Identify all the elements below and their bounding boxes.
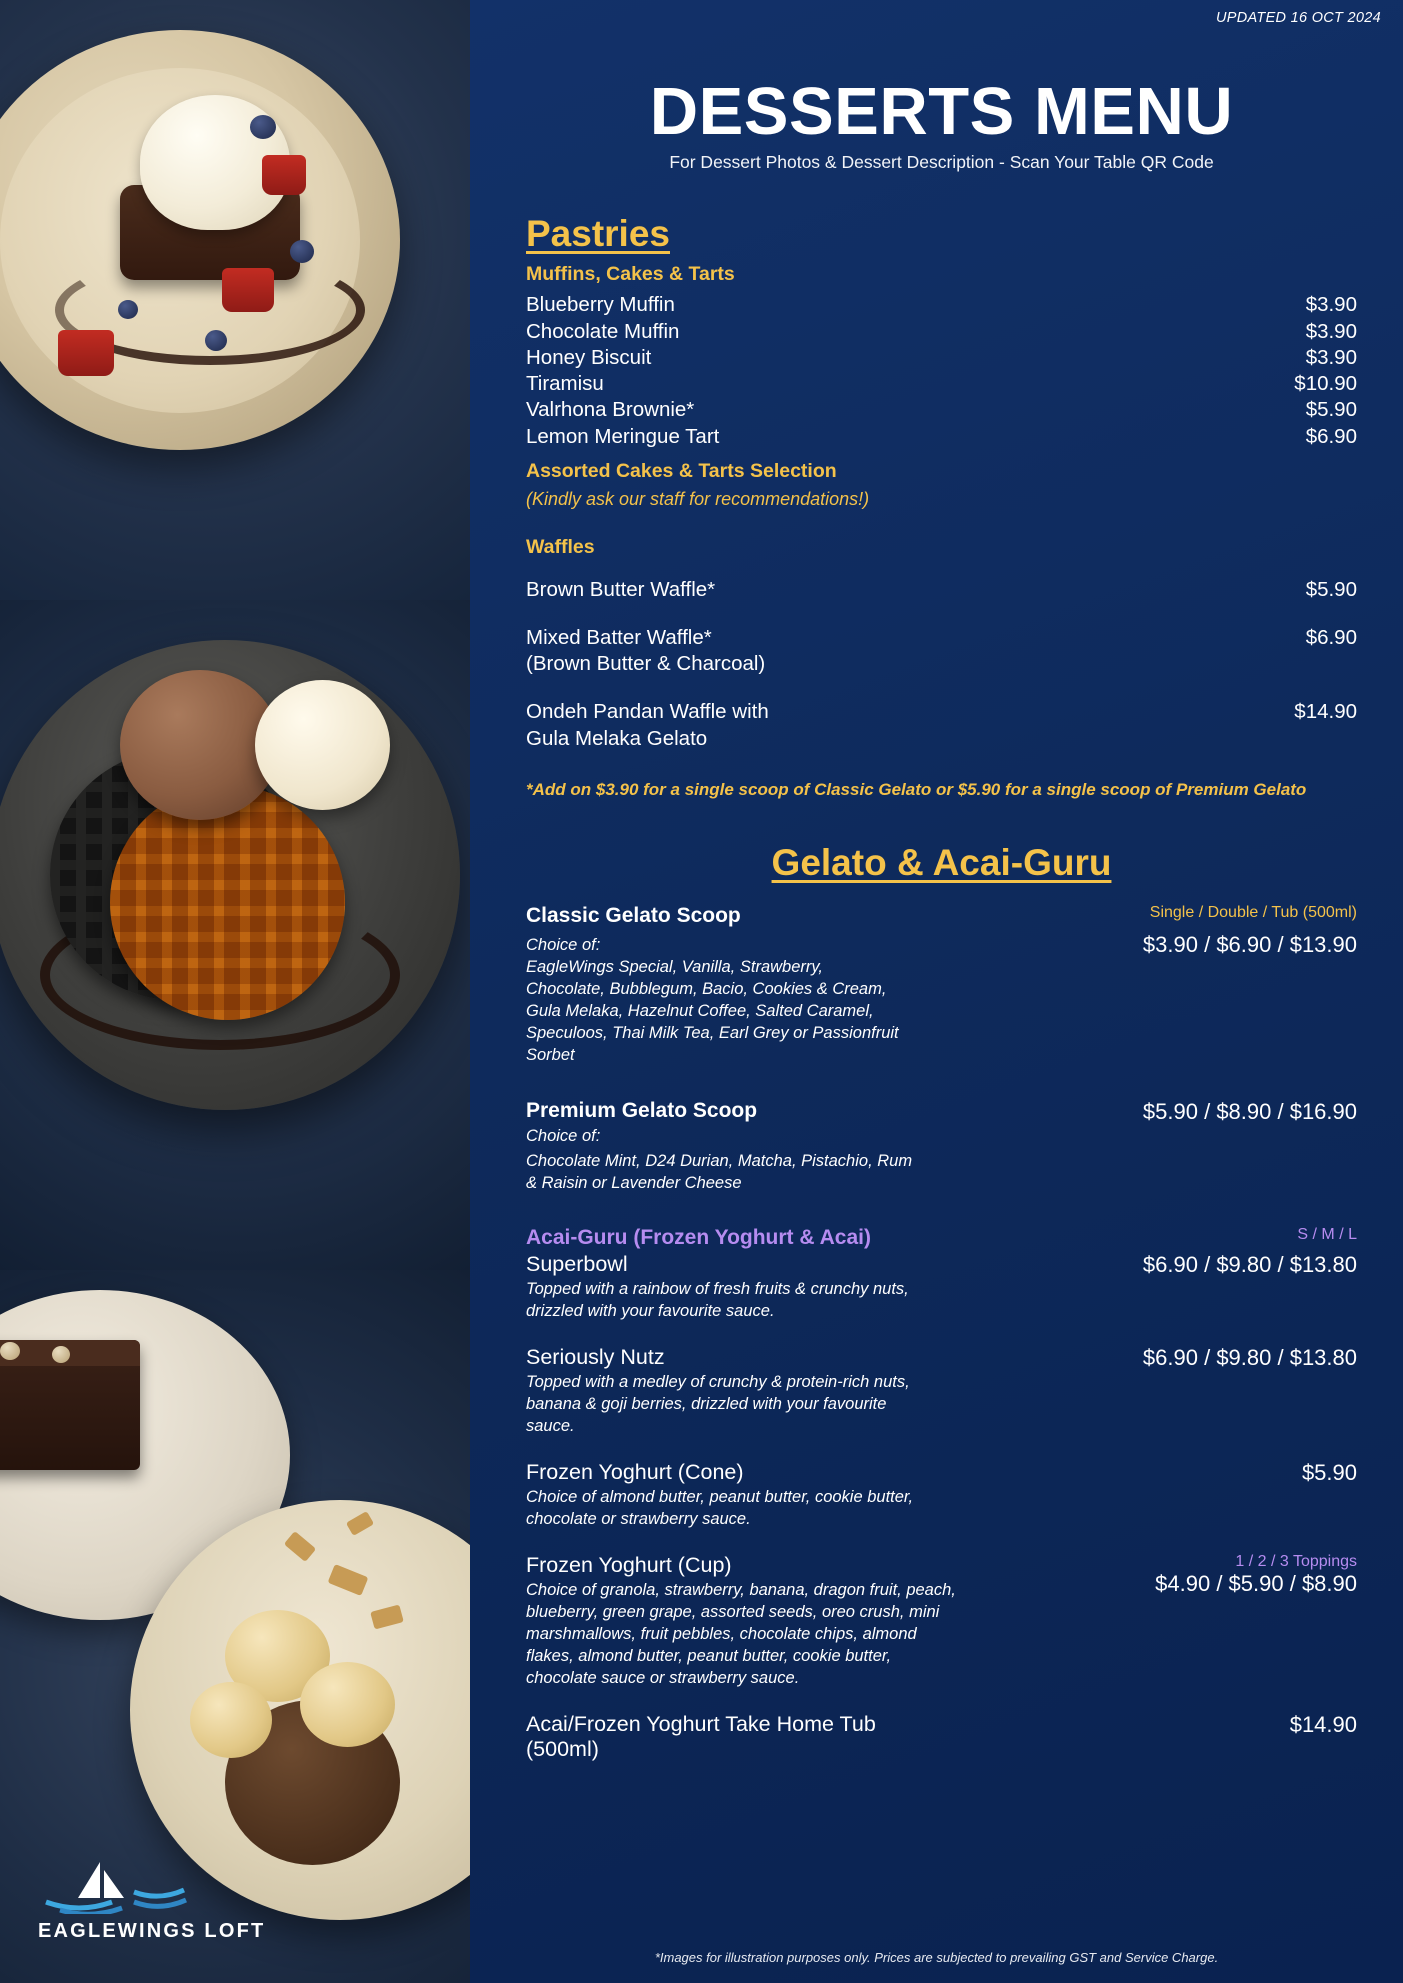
assorted-selection-note: (Kindly ask our staff for recommendations!) (526, 488, 870, 509)
food-photo-column (0, 0, 470, 1983)
menu-item-row (526, 319, 1357, 345)
item-name: Chocolate Muffin (526, 319, 680, 343)
size-labels: S / M / L (1297, 1226, 1357, 1244)
item-price: $14.90 (1289, 1711, 1357, 1737)
blueberry-icon (250, 115, 276, 139)
item-price: $5.90 / $8.90 / $16.90 (1142, 1098, 1357, 1124)
strawberry-icon (58, 330, 114, 376)
item-name: Honey Biscuit (526, 345, 652, 369)
strawberry-icon (262, 155, 306, 195)
item-name: Premium Gelato Scoop (526, 1098, 758, 1122)
item-price: $3.90 (1305, 293, 1357, 317)
choice-text: Chocolate Mint, D24 Durian, Matcha, Pistachio, Rum & Raisin or Lavender Cheese (526, 1151, 913, 1192)
item-name: Classic Gelato Scoop (526, 904, 741, 928)
item-name: Superbowl (526, 1252, 628, 1277)
section-title-gelato-acai: Gelato & Acai-Guru (771, 842, 1112, 884)
size-labels: 1 / 2 / 3 Toppings (1235, 1553, 1357, 1571)
vanilla-gelato-scoop (255, 680, 390, 810)
cake-top-layer (0, 1340, 140, 1366)
item-name: Tiramisu (526, 372, 604, 396)
item-name-second-line: (500ml) (526, 1736, 599, 1761)
menu-item-row (526, 577, 1357, 603)
item-price: $5.90 (1301, 1460, 1357, 1486)
classic-gelato-block (526, 904, 1357, 928)
menu-item-row (526, 1252, 1357, 1323)
menu-item-row (526, 699, 1357, 725)
menu-item-row (526, 397, 1357, 423)
item-description: Topped with a rainbow of fresh fruits & crunchy nuts, drizzled with your favourite sauce. (526, 1280, 909, 1321)
item-name: Frozen Yoghurt (Cone) (526, 1460, 744, 1485)
subhead-muffins-cakes-tarts: Muffins, Cakes & Tarts (526, 263, 735, 286)
item-name: Ondeh Pandan Waffle with (526, 700, 769, 724)
acai-guru-header (526, 1226, 1357, 1250)
brand-name: EAGLEWINGS LOFT (38, 1920, 266, 1942)
item-description: Choice of almond butter, peanut butter, cookie butter, chocolate or strawberry sauce. (526, 1488, 914, 1529)
item-price: $6.90 / $9.80 / $13.80 (1142, 1345, 1357, 1371)
menu-item-row (526, 371, 1357, 397)
item-price: $3.90 (1305, 319, 1357, 343)
menu-item-row (526, 1345, 1357, 1438)
menu-item-row (526, 292, 1357, 318)
section-title-pastries: Pastries (526, 213, 670, 255)
brown-butter-waffle (110, 785, 345, 1020)
item-name: Blueberry Muffin (526, 293, 675, 317)
item-description: Choice of granola, strawberry, banana, dragon fruit, peach, blueberry, green grape, assorted seeds, oreo crush, mini marshmallows, fruit pebbles, chocolate chips, almond flakes, almond butter, peanut butter, cookie butter, chocolate sauce or strawberry sauce. (526, 1581, 956, 1687)
nut-icon (0, 1342, 20, 1360)
subhead-waffles: Waffles (526, 535, 595, 558)
item-price: $6.90 (1305, 424, 1357, 448)
item-price: $5.90 (1305, 577, 1357, 601)
blueberry-icon (118, 300, 138, 319)
item-price: $3.90 (1305, 345, 1357, 369)
blueberry-icon (205, 330, 227, 351)
menu-item-row (526, 625, 1357, 651)
item-name: Valrhona Brownie* (526, 398, 695, 422)
photo-waffle-gelato (0, 600, 470, 1270)
item-name: Mixed Batter Waffle* (526, 625, 712, 649)
choice-text: EagleWings Special, Vanilla, Strawberry, Chocolate, Bubblegum, Bacio, Cookies & Cream, Gula Melaka, Hazelnut Coffee, Salted Caramel, Speculoos, Thai Milk Tea, Earl Grey or Passionfruit Sorbet (526, 957, 899, 1064)
premium-gelato-block (526, 1099, 1357, 1195)
page-subtitle: For Dessert Photos & Dessert Description - Scan Your Table QR Code (669, 152, 1214, 173)
item-subline (526, 726, 1357, 752)
page-title: DESSERTS MENU (649, 74, 1234, 149)
item-name-second-line: (Brown Butter & Charcoal) (526, 652, 766, 676)
item-description: Topped with a medley of crunchy & protein-rich nuts, banana & goji berries, drizzled with your favourite sauce. (526, 1373, 910, 1436)
footnote: *Images for illustration purposes only. Prices are subjected to prevailing GST and Service Charge. (654, 1950, 1219, 1965)
item-price: $5.90 (1305, 398, 1357, 422)
item-price: $14.90 (1294, 700, 1357, 724)
choice-label: Choice of: (526, 1126, 601, 1145)
menu-item-row (526, 1460, 1357, 1531)
item-name: Seriously Nutz (526, 1345, 665, 1370)
item-name: Brown Butter Waffle* (526, 577, 716, 601)
acai-heading: Acai-Guru (Frozen Yoghurt & Acai) (526, 1226, 871, 1250)
item-price: $6.90 / $9.80 / $13.80 (1142, 1252, 1357, 1278)
gelato-addon-note: *Add on $3.90 for a single scoop of Classic Gelato or $5.90 for a single scoop of Premium Gelato (526, 779, 1307, 799)
item-subline (526, 651, 1357, 677)
strawberry-icon (222, 268, 274, 312)
blueberry-icon (290, 240, 314, 263)
item-name: Acai/Frozen Yoghurt Take Home Tub (526, 1711, 876, 1736)
item-price: $10.90 (1294, 372, 1357, 396)
updated-date: UPDATED 16 OCT 2024 (1216, 10, 1381, 26)
photo-brownie-icecream (0, 0, 470, 600)
menu-content-column (470, 0, 1403, 1983)
brand-logo (38, 1858, 265, 1943)
banana-slice (300, 1662, 395, 1747)
item-price: $3.90 / $6.90 / $13.90 (1142, 932, 1357, 958)
banana-slice (190, 1682, 272, 1758)
size-labels: Single / Double / Tub (500ml) (1149, 904, 1357, 922)
chocolate-cake-slice (0, 1340, 140, 1470)
menu-item-row (526, 1553, 1357, 1690)
menu-item-row (526, 424, 1357, 450)
menu-item-row (526, 1712, 1357, 1762)
nut-icon (52, 1346, 70, 1363)
choice-label: Choice of: (526, 936, 601, 955)
assorted-selection-title: Assorted Cakes & Tarts Selection (526, 459, 837, 482)
item-name: Lemon Meringue Tart (526, 424, 720, 448)
item-price: $4.90 / $5.90 / $8.90 (1155, 1571, 1357, 1597)
item-name: Frozen Yoghurt (Cup) (526, 1553, 732, 1578)
item-price: $6.90 (1305, 625, 1357, 649)
item-name-second-line: Gula Melaka Gelato (526, 726, 708, 750)
menu-item-row (526, 345, 1357, 371)
eaglewings-sail-icon (38, 1858, 188, 1914)
